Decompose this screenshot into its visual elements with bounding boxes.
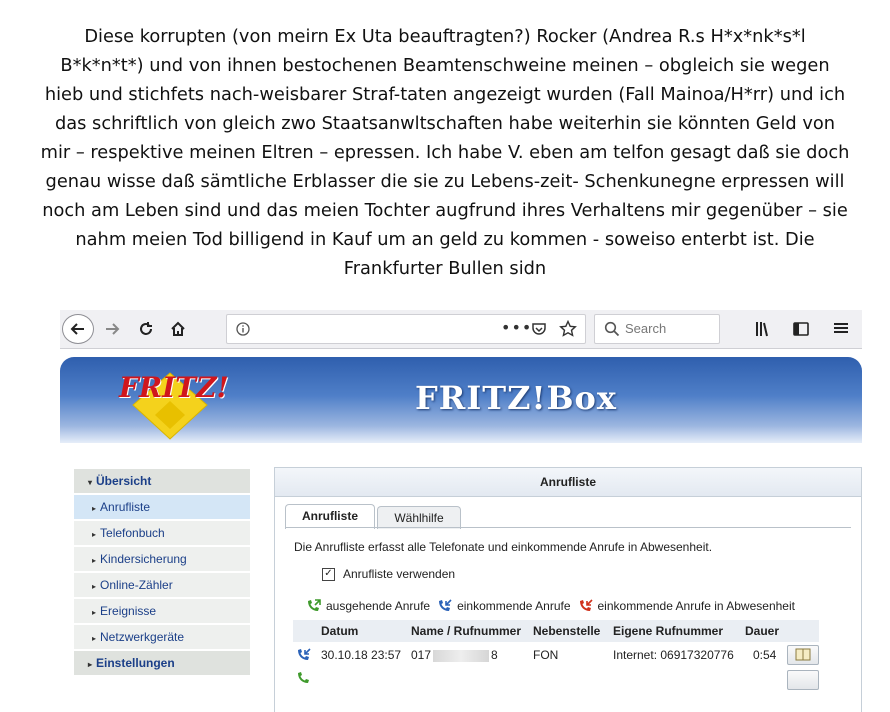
url-bar[interactable]: [226, 314, 586, 344]
sidebar-item-label: Telefonbuch: [100, 526, 165, 540]
tab-divider: [285, 527, 851, 528]
chevron-right-icon: ▸: [92, 504, 97, 513]
sidebar-icon[interactable]: [792, 320, 810, 338]
reload-icon: [138, 321, 154, 337]
incoming-call-icon: [436, 598, 454, 614]
chevron-right-icon: ▸: [92, 608, 97, 617]
anrufliste-checkbox-row[interactable]: [322, 567, 455, 581]
call-date: 30.10.18 23:57: [321, 648, 402, 662]
sidebar-item-label: Online-Zähler: [100, 578, 173, 592]
forward-icon: [104, 321, 120, 337]
sidebar-item-ereignisse[interactable]: [74, 599, 250, 624]
info-icon: [236, 322, 250, 336]
sidebar-item-netzwerkgeraete[interactable]: [74, 625, 250, 650]
redacted-number: [433, 650, 489, 662]
back-button[interactable]: [62, 314, 94, 344]
col-name-rufnummer[interactable]: Name / Rufnummer: [411, 624, 522, 638]
chevron-right-icon: ▸: [92, 556, 97, 565]
back-icon: [70, 321, 86, 337]
fritz-logo[interactable]: [115, 367, 229, 443]
home-button[interactable]: [164, 314, 192, 344]
missed-call-icon: [577, 598, 595, 614]
chevron-right-icon: ▸: [92, 582, 97, 591]
sidebar-item-anrufliste[interactable]: [74, 495, 250, 520]
call-number: [411, 642, 498, 668]
forward-button[interactable]: [98, 314, 126, 344]
fritz-logo-text: FRITZ!: [119, 371, 229, 404]
phonebook-icon: [788, 646, 818, 664]
add-to-phonebook-button[interactable]: [787, 670, 819, 690]
add-to-phonebook-button[interactable]: [787, 645, 819, 665]
sidebar-item-label: Netzwerkgeräte: [100, 630, 185, 644]
browser-toolbar: [60, 310, 862, 349]
sidebar-item-telefonbuch[interactable]: [74, 521, 250, 546]
call-number-suffix: 8: [491, 648, 498, 662]
panel-description: Die Anrufliste erfasst alle Telefonate und einkommende Anrufe in Abwesenheit.: [294, 540, 713, 554]
reload-button[interactable]: [132, 314, 160, 344]
search-placeholder: Search: [625, 321, 667, 336]
call-table: [293, 620, 819, 682]
col-eigene-rufnummer[interactable]: Eigene Rufnummer: [613, 624, 724, 638]
chevron-right-icon: ▸: [92, 634, 97, 643]
chevron-right-icon: ▸: [92, 530, 97, 539]
chevron-down-icon: ▾: [88, 478, 93, 487]
tab-waehlhilfe[interactable]: Wählhilfe: [377, 506, 461, 529]
sidebar-item-label: Einstellungen: [96, 656, 175, 670]
call-own-number: Internet: 06917320776: [613, 648, 734, 662]
sidebar-item-label: Kindersicherung: [100, 552, 187, 566]
chevron-right-icon: ▸: [88, 660, 93, 669]
table-row[interactable]: [293, 642, 819, 668]
tab-anrufliste[interactable]: Anrufliste: [285, 504, 375, 529]
outgoing-call-icon: [295, 670, 313, 686]
col-nebenstelle[interactable]: Nebenstelle: [533, 624, 601, 638]
outgoing-call-icon: [305, 598, 323, 614]
search-icon: [604, 321, 620, 337]
bookmark-star-icon[interactable]: [559, 320, 577, 338]
legend-missed: einkommende Anrufe in Abwesenheit: [597, 599, 795, 613]
col-datum[interactable]: Datum: [321, 624, 359, 638]
call-number-prefix: 017: [411, 648, 432, 662]
more-icon[interactable]: •••: [501, 318, 533, 337]
sidebar-item-label: Anrufliste: [100, 500, 151, 514]
col-dauer[interactable]: Dauer: [745, 624, 780, 638]
call-legend: [305, 598, 801, 614]
banner-title: FRITZ!Box: [415, 379, 617, 417]
sidebar-item-label: Übersicht: [96, 474, 152, 488]
caption-text: Diese korrupten (von meirn Ex Uta beauftragten?) Rocker (Andrea R.s H*x*nk*s*l B*k*n*t*) und von ihnen bestochenen Beamtenschweine meinen – obgleich sie wegen hieb und stichfets nach-weisbarer Straf-taten angezeigt wurden (Fall Mainoa/H*rr) und ich das schriftlich von gleich zwo Staatsanwltschaften habe weiterhin sie könnten Geld von mir – respektive meinen Eltren – epressen. Ich habe V. eben am telfon gesagt daß sie doch genau wisse daß sämtliche Erblasser die sie zu Lebens-zeit- Schenkunegne erpressen will noch am Leben sind und das meien Tochter augfrund ihres Verhaltens mir gegenüber – sie nahm meien Tod billigend in Kauf um an geld zu kommen - soweiso enterbt ist. Die Frankfurter Bullen sidn: [40, 26, 850, 279]
sidebar-item-einstellungen[interactable]: [74, 651, 250, 676]
sidebar-item-kindersicherung[interactable]: [74, 547, 250, 572]
legend-incoming: einkommende Anrufe: [457, 599, 571, 613]
legend-outgoing: ausgehende Anrufe: [326, 599, 431, 613]
checkbox-label: Anrufliste verwenden: [343, 567, 456, 581]
panel-title: Anrufliste: [275, 468, 861, 497]
sidebar-nav: [74, 469, 250, 677]
anrufliste-panel: [274, 467, 862, 712]
call-duration: 0:54: [753, 648, 777, 662]
sidebar-item-online-zaehler[interactable]: [74, 573, 250, 598]
pocket-icon[interactable]: [531, 321, 547, 337]
call-extension: FON: [533, 648, 559, 662]
sidebar-item-uebersicht[interactable]: [74, 469, 250, 494]
anrufliste-checkbox[interactable]: ✓: [322, 568, 335, 581]
incoming-call-icon: [295, 647, 313, 663]
sidebar-item-label: Ereignisse: [100, 604, 157, 618]
fritzbox-page: [60, 349, 862, 712]
table-row[interactable]: [293, 668, 819, 682]
menu-icon[interactable]: [833, 320, 849, 336]
search-input[interactable]: [594, 314, 720, 344]
library-icon[interactable]: [754, 320, 772, 338]
table-header: [293, 620, 819, 642]
home-icon: [170, 321, 186, 337]
